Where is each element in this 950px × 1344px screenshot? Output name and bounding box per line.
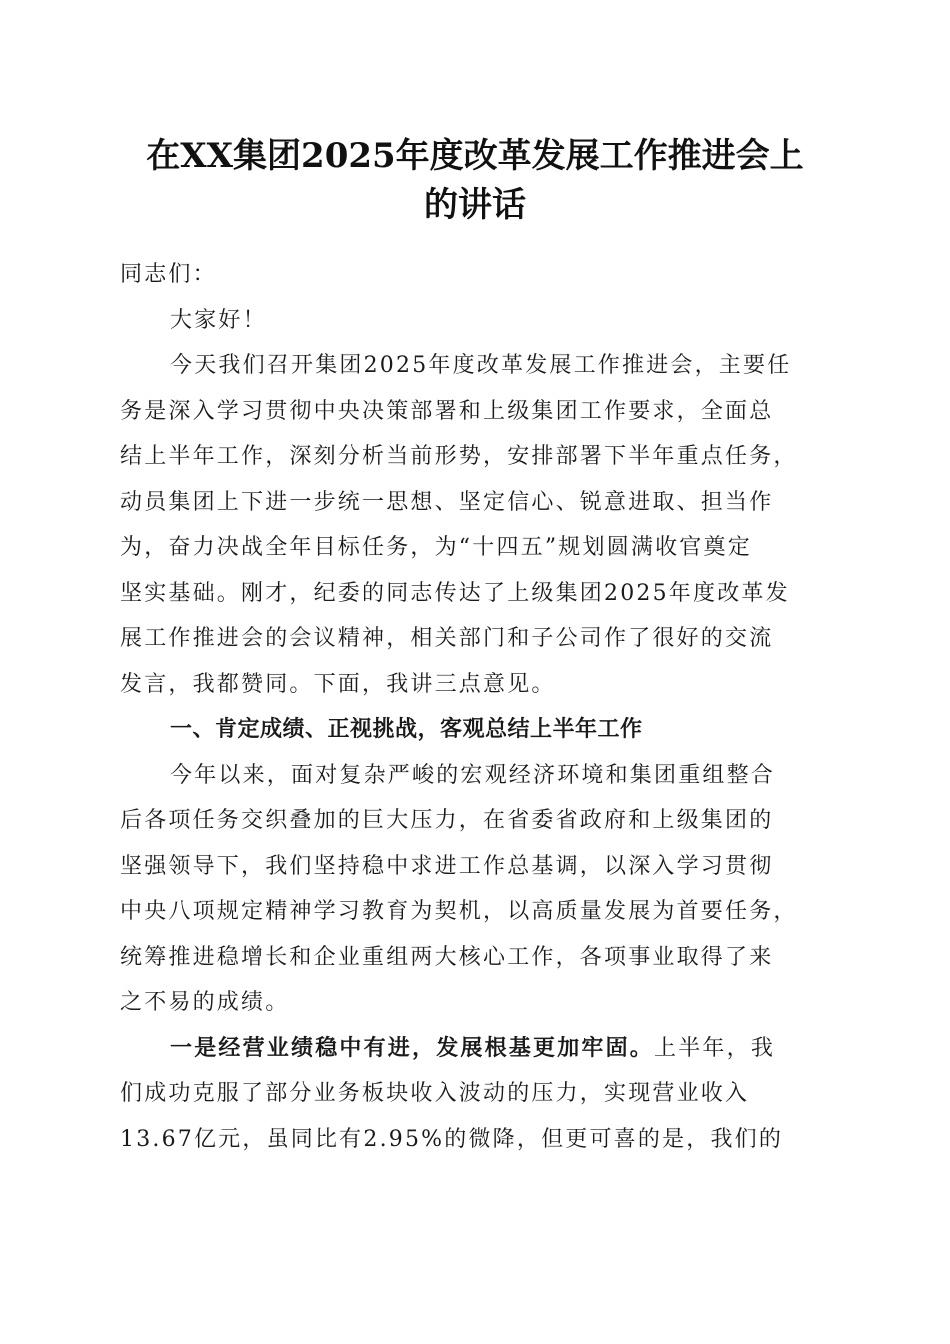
- section1-paragraph: [120, 753, 830, 1026]
- paragraph-line: 坚强领导下，我们坚持稳中求进工作总基调，以深入学习贯彻: [120, 853, 774, 879]
- paragraph-line: [120, 1026, 830, 1072]
- paragraph-line: 今天我们召开集团2025年度改革发展工作推进会，主要任: [170, 353, 792, 378]
- paragraph-line: 后各项任务交织叠加的巨大压力，在省委省政府和上级集团的: [120, 808, 774, 833]
- paragraph-line: 们成功克服了部分业务板块收入波动的压力，实现营业收入: [120, 1081, 750, 1106]
- paragraph-line: 13.67亿元，虽同比有2.95%的微降，但更可喜的是，我们的: [120, 1126, 784, 1152]
- paragraph-line: 结上半年工作，深刻分析当前形势，安排部署下半年重点任务，: [120, 444, 798, 469]
- intro-paragraph: [120, 343, 830, 707]
- point-lead: 一是经营业绩稳中有进，发展根基更加牢固。: [170, 1034, 655, 1061]
- title-line-2: 的讲话: [424, 185, 526, 225]
- paragraph-line: 务是深入学习贯彻中央决策部署和上级集团工作要求，全面总: [120, 398, 774, 424]
- paragraph-line: 发言，我都赞同。下面，我讲三点意见。: [120, 671, 556, 697]
- paragraph-line: 中央八项规定精神学习教育为契机，以高质量发展为首要任务，: [120, 899, 798, 924]
- paragraph-line: 展工作推进会的会议精神，相关部门和子公司作了很好的交流: [120, 626, 774, 651]
- greeting: 大家好！: [170, 307, 267, 333]
- paragraph-line: 动员集团上下进一步统一思想、坚定信心、锐意进取、担当作: [120, 489, 774, 515]
- salutation: 同志们：: [120, 262, 217, 287]
- paragraph-line: 今年以来，面对复杂严峻的宏观经济环境和集团重组整合: [170, 762, 776, 788]
- section-heading: 一、肯定成绩、正视挑战，客观总结上半年工作: [170, 717, 643, 742]
- point1-paragraph: [120, 1026, 830, 1163]
- document-title: [110, 132, 840, 230]
- document-body: [120, 252, 830, 1162]
- paragraph-line: 为，奋力决战全年目标任务，为“十四五”规划圆满收官奠定: [120, 535, 752, 560]
- paragraph-line: 之不易的成绩。: [120, 990, 290, 1015]
- title-line-1: 在XX集团2025年度改革发展工作推进会上: [146, 136, 804, 176]
- point-lead-rest: 上半年，我: [654, 1035, 776, 1061]
- paragraph-line: 统筹推进稳增长和企业重组两大核心工作，各项事业取得了来: [120, 944, 774, 970]
- paragraph-line: 坚实基础。刚才，纪委的同志传达了上级集团2025年度改革发: [120, 580, 790, 606]
